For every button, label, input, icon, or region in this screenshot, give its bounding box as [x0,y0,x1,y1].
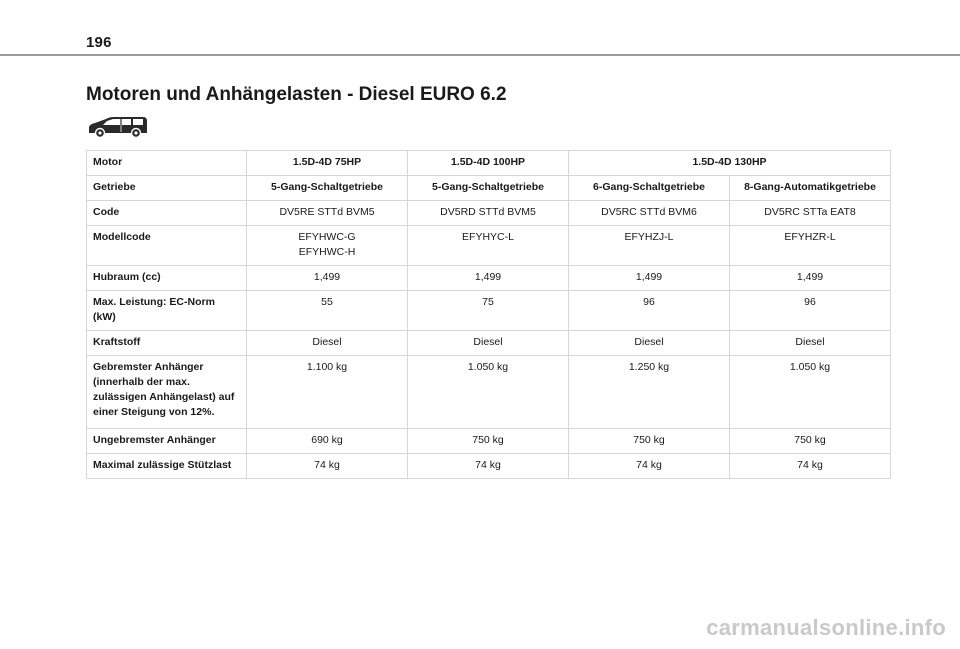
watermark: carmanualsonline.info [706,615,946,640]
table-row [87,356,891,429]
table-cell: Diesel [730,331,891,356]
table-cell: 1.100 kg [247,356,408,429]
van-icon [86,115,150,139]
table-cell: 1,499 [247,266,408,291]
table-cell: 5-Gang-Schaltgetriebe [408,176,569,201]
table-row [87,331,891,356]
header-divider [0,54,960,56]
table-row [87,201,891,226]
table-row [87,176,891,201]
header-cell-100hp: 1.5D-4D 100HP [408,151,569,176]
table-cell: DV5RC STTa EAT8 [730,201,891,226]
label-line: Max. Leistung: EC-Norm [93,296,215,308]
header-cell-motor: Motor [87,151,247,176]
table-cell: 5-Gang-Schaltgetriebe [247,176,408,201]
table-cell: 74 kg [569,454,730,479]
label-line: einer Steigung von 12%. [93,406,215,418]
table-cell: 1,499 [569,266,730,291]
cell-line: EFYHWC-H [298,246,356,258]
row-label: Kraftstoff [87,331,247,356]
table-header-row [87,151,891,176]
label-line: (kW) [93,311,116,323]
table-cell: 74 kg [247,454,408,479]
page-title: Motoren und Anhängelasten - Diesel EURO 6.2 [86,84,507,105]
table-cell: 750 kg [569,429,730,454]
label-line: (innerhalb der max. [93,376,190,388]
table-cell: DV5RE STTd BVM5 [247,201,408,226]
row-label: Modellcode [87,226,247,266]
table-cell: Diesel [569,331,730,356]
table-row [87,454,891,479]
row-label: Getriebe [87,176,247,201]
row-label: Maximal zulässige Stützlast [87,454,247,479]
label-line: Gebremster Anhänger [93,361,204,373]
table-row [87,429,891,454]
table-cell: 75 [408,291,569,331]
table-cell: 1.050 kg [730,356,891,429]
table-cell: 6-Gang-Schaltgetriebe [569,176,730,201]
engine-specs-table [86,150,891,479]
table-cell: DV5RD STTd BVM5 [408,201,569,226]
table-cell: 1.250 kg [569,356,730,429]
table-cell: 690 kg [247,429,408,454]
header-cell-75hp: 1.5D-4D 75HP [247,151,408,176]
page-number: 196 [86,34,112,51]
table-cell: 96 [730,291,891,331]
row-label: Code [87,201,247,226]
table-cell: EFYHZJ-L [569,226,730,266]
label-line: zulässigen Anhängelast) auf [93,391,235,403]
table-cell: 96 [569,291,730,331]
cell-line: EFYHWC-G [298,231,356,243]
table-cell: 1.050 kg [408,356,569,429]
table-cell: Diesel [247,331,408,356]
table-row [87,266,891,291]
table-row [87,291,891,331]
table-cell: 750 kg [408,429,569,454]
table-cell: 74 kg [408,454,569,479]
row-label [87,356,247,429]
table-row [87,226,891,266]
table-cell: 8-Gang-Automatikgetriebe [730,176,891,201]
table-cell: 750 kg [730,429,891,454]
table-cell: Diesel [408,331,569,356]
table-cell: EFYHYC-L [408,226,569,266]
table-cell: DV5RC STTd BVM6 [569,201,730,226]
table-cell: 1,499 [730,266,891,291]
table-cell [247,226,408,266]
row-label: Hubraum (cc) [87,266,247,291]
table-cell: EFYHZR-L [730,226,891,266]
row-label: Ungebremster Anhänger [87,429,247,454]
row-label [87,291,247,331]
table-cell: 55 [247,291,408,331]
table-cell: 1,499 [408,266,569,291]
header-cell-130hp: 1.5D-4D 130HP [569,151,891,176]
table-cell: 74 kg [730,454,891,479]
